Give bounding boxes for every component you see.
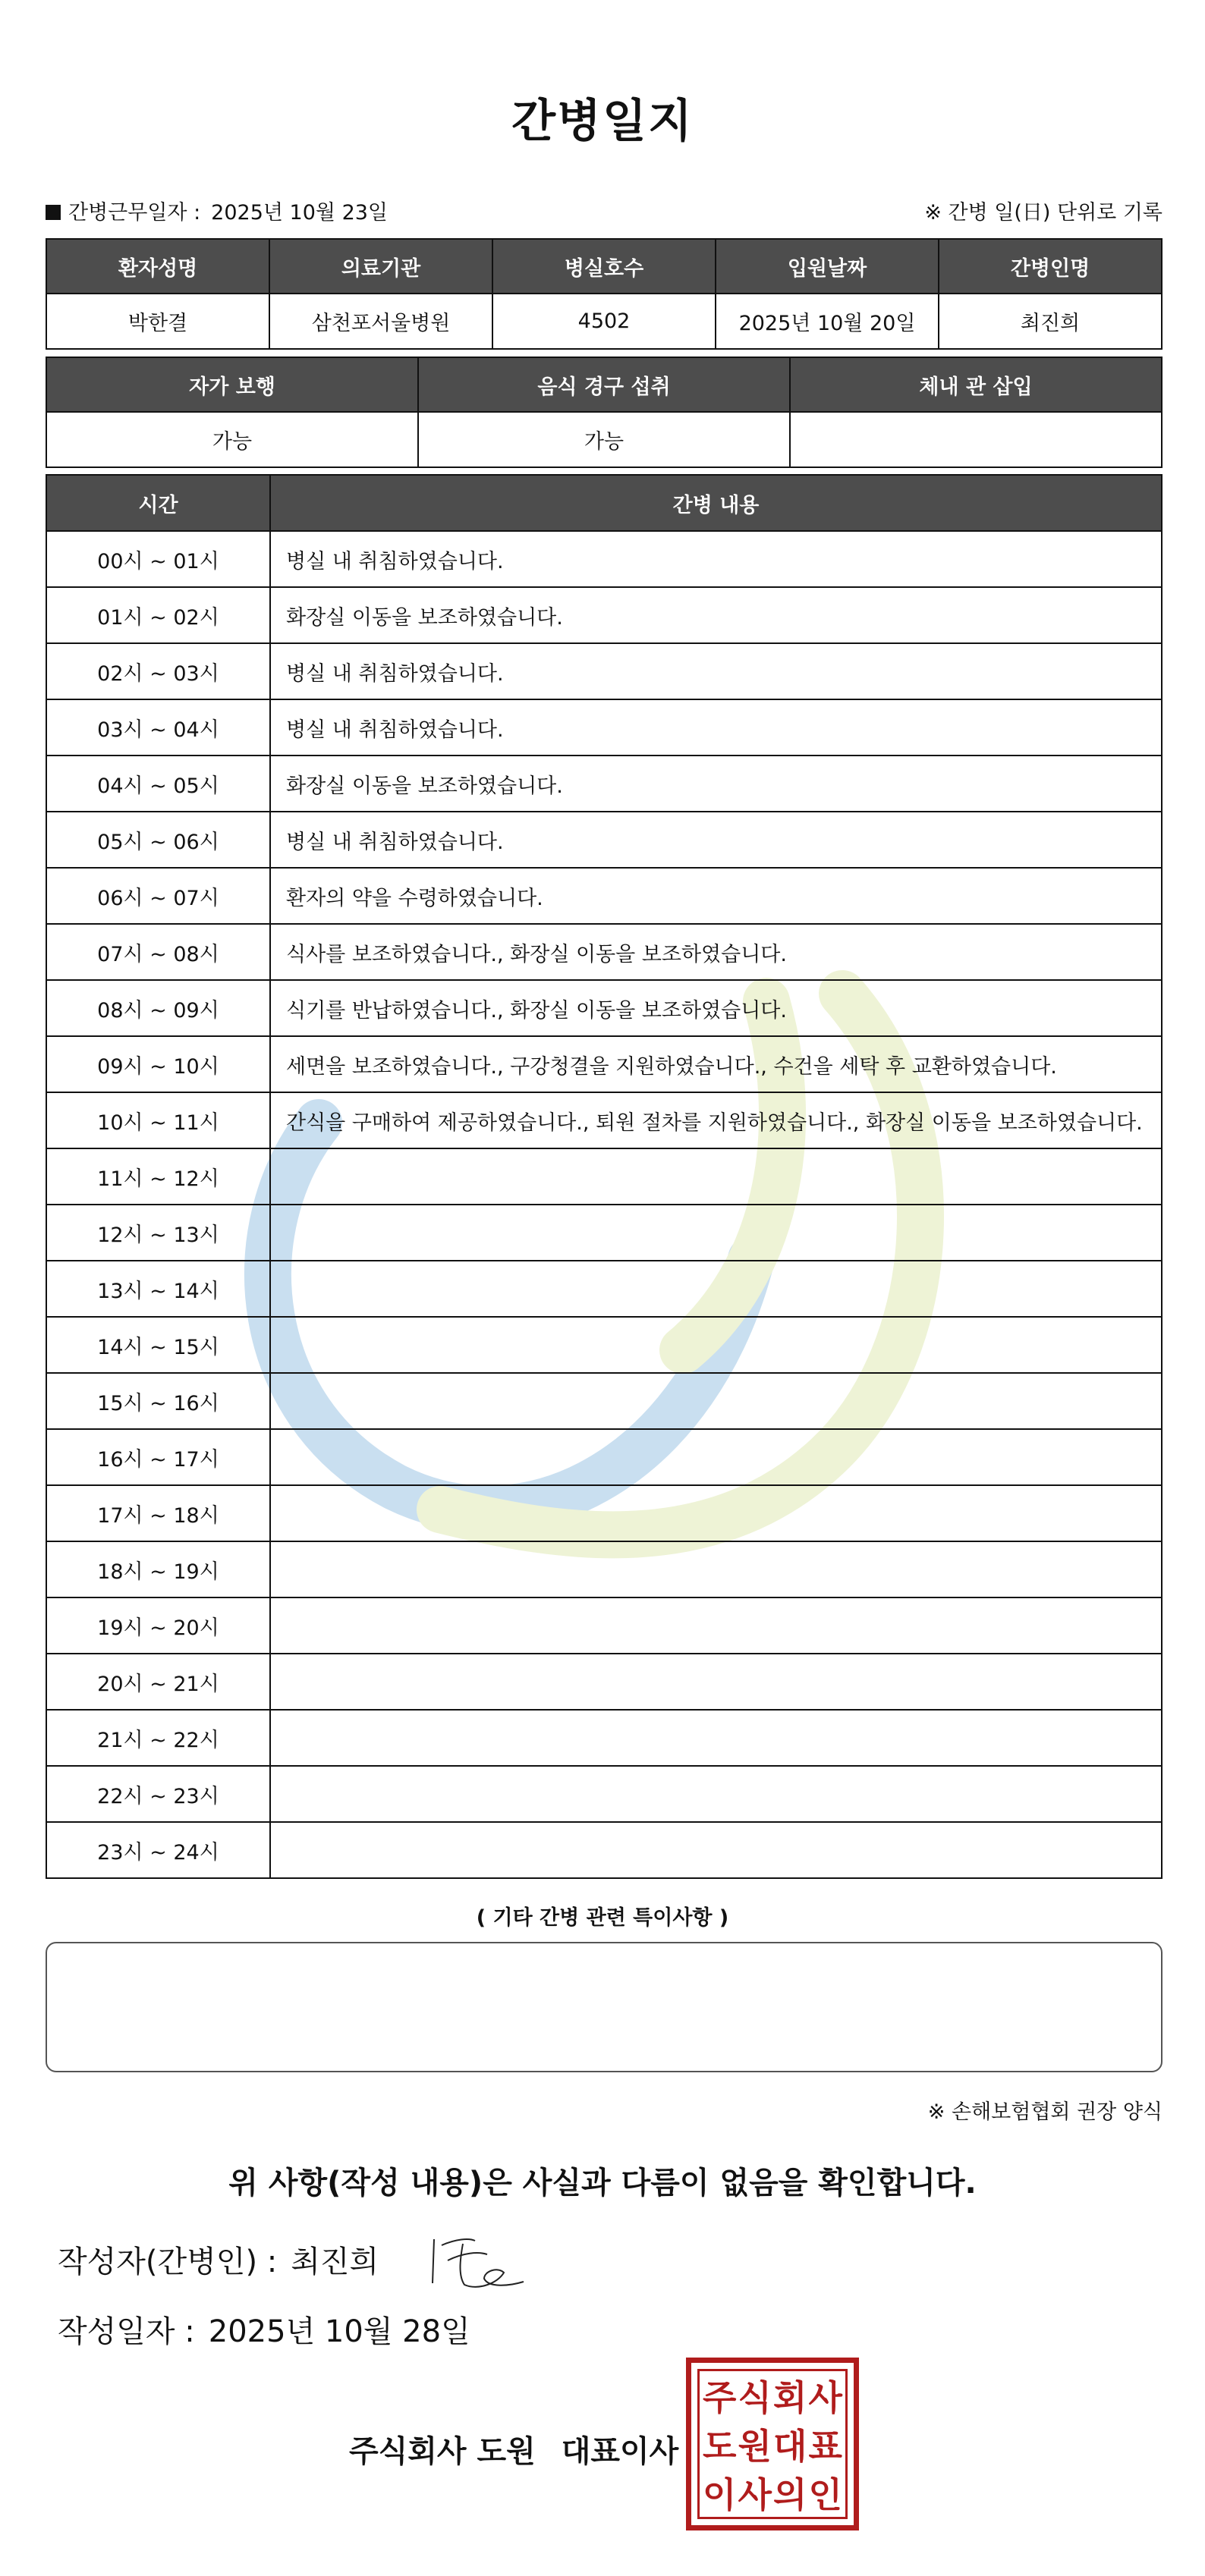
log-time: 10시 ~ 11시	[46, 1092, 270, 1148]
log-content: 병실 내 취침하였습니다.	[270, 812, 1162, 868]
seal-character: 사	[808, 2377, 842, 2418]
care-log-row	[46, 924, 1162, 980]
seal-character: 인	[808, 2474, 842, 2515]
patient-status-table	[46, 357, 1163, 468]
log-content	[270, 1822, 1162, 1878]
company-signature-line	[349, 2427, 678, 2471]
header-admission-date: 입원날짜	[716, 239, 939, 294]
log-time: 09시 ~ 10시	[46, 1036, 270, 1092]
record-unit-note: ※ 간병 일(日) 단위로 기록	[924, 201, 1163, 225]
log-content	[270, 1317, 1162, 1373]
log-time: 17시 ~ 18시	[46, 1485, 270, 1541]
care-log-row	[46, 1092, 1162, 1148]
seal-character: 원	[738, 2426, 772, 2467]
log-time: 02시 ~ 03시	[46, 643, 270, 699]
patient-info-table	[46, 238, 1163, 350]
care-log-row	[46, 643, 1162, 699]
log-content: 환자의 약을 수령하였습니다.	[270, 868, 1162, 924]
admission-date: 2025년 10월 20일	[716, 294, 939, 349]
seal-character: 대	[773, 2426, 807, 2467]
log-time: 23시 ~ 24시	[46, 1822, 270, 1878]
seal-character: 표	[808, 2426, 842, 2467]
care-log-row	[46, 1429, 1162, 1485]
care-log-row	[46, 1541, 1162, 1597]
work-date-value: 2025년 10월 23일	[211, 201, 389, 225]
hospital-name: 삼천포서울병원	[269, 294, 492, 349]
care-log-row	[46, 812, 1162, 868]
notes-box	[46, 1942, 1163, 2072]
care-log-header-row	[46, 475, 1162, 531]
care-log-row	[46, 699, 1162, 756]
log-content: 병실 내 취침하였습니다.	[270, 643, 1162, 699]
log-content: 식사를 보조하였습니다., 화장실 이동을 보조하였습니다.	[270, 924, 1162, 980]
room-number: 4502	[492, 294, 716, 349]
seal-character: 주	[703, 2377, 737, 2418]
care-log-row	[46, 1036, 1162, 1092]
company-name: 주식회사 도원	[349, 2434, 536, 2469]
log-content	[270, 1654, 1162, 1710]
seal-character: 이	[703, 2474, 737, 2515]
care-log-row	[46, 1261, 1162, 1317]
form-source-note: ※ 손해보험협회 권장 양식	[927, 2100, 1163, 2124]
work-date-label: 간병근무일자 :	[68, 201, 201, 225]
care-log-row	[46, 756, 1162, 812]
log-content: 식기를 반납하였습니다., 화장실 이동을 보조하였습니다.	[270, 980, 1162, 1036]
work-date	[46, 196, 388, 225]
log-time: 13시 ~ 14시	[46, 1261, 270, 1317]
care-log-row	[46, 1710, 1162, 1766]
log-time: 12시 ~ 13시	[46, 1205, 270, 1261]
care-log-row	[46, 980, 1162, 1036]
log-time: 08시 ~ 09시	[46, 980, 270, 1036]
seal-character: 사	[738, 2474, 772, 2515]
header-caregiver-name: 간병인명	[939, 239, 1162, 294]
log-content	[270, 1261, 1162, 1317]
log-content	[270, 1485, 1162, 1541]
care-log-row	[46, 1766, 1162, 1822]
caregiver-name: 최진희	[939, 294, 1162, 349]
care-log-row	[46, 1485, 1162, 1541]
header-patient-name: 환자성명	[46, 239, 269, 294]
log-time: 11시 ~ 12시	[46, 1148, 270, 1205]
writer-row	[58, 2238, 379, 2281]
log-time: 22시 ~ 23시	[46, 1766, 270, 1822]
header-hospital: 의료기관	[269, 239, 492, 294]
handwritten-signature-icon	[425, 2230, 531, 2291]
tube-insertion-value	[790, 412, 1162, 467]
care-log-row	[46, 1317, 1162, 1373]
log-content	[270, 1373, 1162, 1429]
patient-info-value-row	[46, 294, 1162, 349]
header-walking: 자가 보행	[46, 357, 418, 412]
log-content	[270, 1148, 1162, 1205]
walking-value: 가능	[46, 412, 418, 467]
company-representative-title: 대표이사	[561, 2434, 679, 2469]
oral-intake-value: 가능	[418, 412, 790, 467]
status-header-row	[46, 357, 1162, 412]
log-time: 04시 ~ 05시	[46, 756, 270, 812]
log-content	[270, 1710, 1162, 1766]
care-log-row	[46, 1654, 1162, 1710]
work-date-row	[46, 196, 1163, 226]
seal-characters	[702, 2373, 843, 2515]
log-time: 01시 ~ 02시	[46, 587, 270, 643]
written-date-row	[58, 2307, 470, 2351]
care-log-row	[46, 1148, 1162, 1205]
log-content	[270, 1597, 1162, 1654]
care-log-row	[46, 868, 1162, 924]
confirmation-statement: 위 사항(작성 내용)은 사실과 다름이 없음을 확인합니다.	[228, 2166, 977, 2201]
log-content	[270, 1205, 1162, 1261]
header-oral-intake: 음식 경구 섭취	[418, 357, 790, 412]
log-time: 15시 ~ 16시	[46, 1373, 270, 1429]
writer-label: 작성자(간병인) :	[58, 2245, 278, 2279]
care-log-rows	[46, 531, 1162, 1878]
seal-character: 식	[738, 2377, 772, 2418]
notes-label: ( 기타 간병 관련 특이사항 )	[476, 1906, 729, 1930]
square-bullet-icon	[46, 205, 61, 220]
log-time: 21시 ~ 22시	[46, 1710, 270, 1766]
care-log-row	[46, 1205, 1162, 1261]
header-time: 시간	[46, 475, 270, 531]
log-time: 00시 ~ 01시	[46, 531, 270, 587]
status-value-row	[46, 412, 1162, 467]
care-log-row	[46, 1822, 1162, 1878]
log-content: 세면을 보조하였습니다., 구강청결을 지원하였습니다., 수건을 세탁 후 교환하였습니다.	[270, 1036, 1162, 1092]
log-time: 18시 ~ 19시	[46, 1541, 270, 1597]
care-log-table	[46, 474, 1163, 1879]
log-time: 20시 ~ 21시	[46, 1654, 270, 1710]
log-time: 19시 ~ 20시	[46, 1597, 270, 1654]
care-log-row	[46, 1597, 1162, 1654]
seal-character: 회	[773, 2377, 807, 2418]
header-room-number: 병실호수	[492, 239, 716, 294]
patient-name: 박한결	[46, 294, 269, 349]
company-red-seal-icon	[686, 2358, 859, 2530]
log-time: 03시 ~ 04시	[46, 699, 270, 756]
log-content: 화장실 이동을 보조하였습니다.	[270, 587, 1162, 643]
header-tube-insertion: 체내 관 삽입	[790, 357, 1162, 412]
log-content: 간식을 구매하여 제공하였습니다., 퇴원 절차를 지원하였습니다., 화장실 이동을 보조하였습니다.	[270, 1092, 1162, 1148]
log-time: 05시 ~ 06시	[46, 812, 270, 868]
page-title: 간병일지	[511, 95, 694, 148]
log-time: 16시 ~ 17시	[46, 1429, 270, 1485]
log-time: 14시 ~ 15시	[46, 1317, 270, 1373]
log-content: 병실 내 취침하였습니다.	[270, 531, 1162, 587]
header-care-content: 간병 내용	[270, 475, 1162, 531]
seal-character: 도	[703, 2426, 737, 2467]
care-log-row	[46, 587, 1162, 643]
care-log-row	[46, 531, 1162, 587]
log-content: 화장실 이동을 보조하였습니다.	[270, 756, 1162, 812]
written-date-label: 작성일자 :	[58, 2314, 195, 2349]
log-time: 07시 ~ 08시	[46, 924, 270, 980]
log-content: 병실 내 취침하였습니다.	[270, 699, 1162, 756]
care-log-row	[46, 1373, 1162, 1429]
written-date-value: 2025년 10월 28일	[208, 2314, 470, 2349]
log-content	[270, 1429, 1162, 1485]
log-content	[270, 1766, 1162, 1822]
seal-character: 의	[773, 2474, 807, 2515]
log-time: 06시 ~ 07시	[46, 868, 270, 924]
log-content	[270, 1541, 1162, 1597]
writer-name: 최진희	[291, 2245, 379, 2279]
patient-info-header-row	[46, 239, 1162, 294]
